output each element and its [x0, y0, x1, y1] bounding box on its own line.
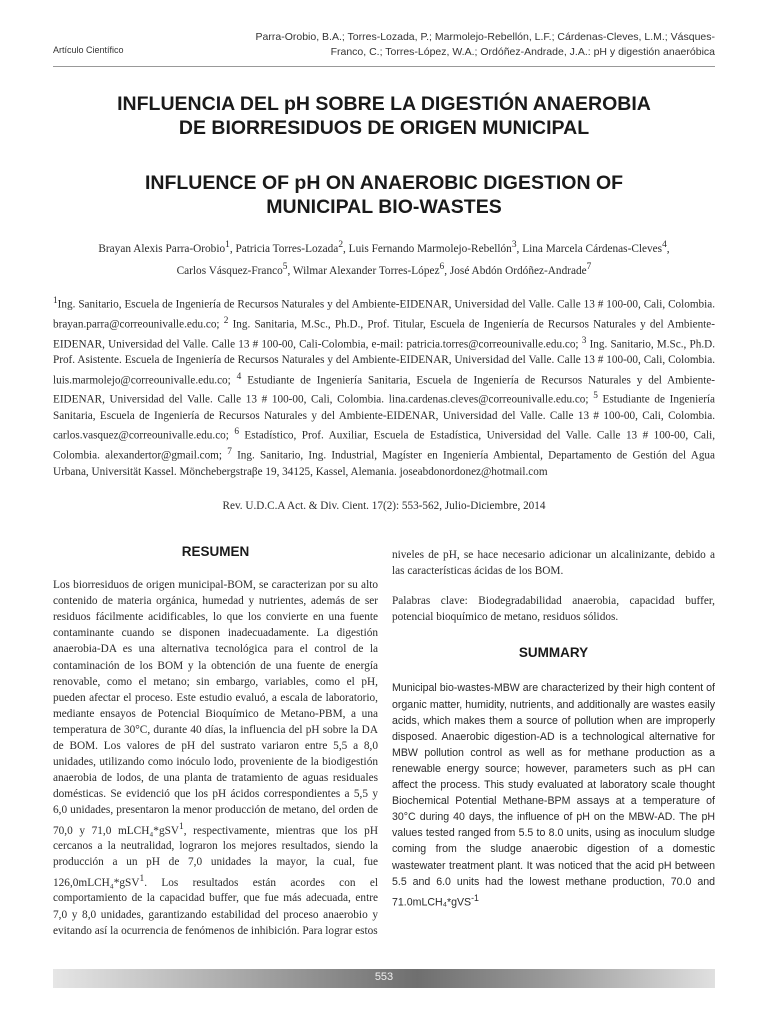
resumen-paragraph: Los biorresiduos de origen municipal-BOM, se caracterizan por su alto contenido de materia orgánica, humedad y nutrientes, además de ser residuos fácilmente acidificables, lo que los convierte en una fuente contaminante cuando se disponen inadecuadamente. La digestión anaerobia-DA es una alternativa tecnológica para el control de la contaminación de los BOM y la obtención de una fuente de energía renovable, como el metano; sin embargo, variables, como el pH, pueden afectar el proceso. Este estudio evaluó, a escala de laboratorio, mediante ensayos de Potencial Bioquímico de Metano-PBM, a una temperatura de 30°C, durante 40 días, la influencia del pH sobre la DA de BOM. Los valores de pH del sustrato variaron entre 5,5 a 8,0 unidades, utilizando como inóculo lodo, proveniente de la biodigestión anaerobia de lodos, de una planta de tratamiento de aguas residuales domésticas. Se evidenció que los pH ácidos correspondientes a 5,5 y 6,0 unidades, presentaron la menor producción de metano, del orden de 70,0 y 71,0 mLCH₄*gSV$^1$, respectivamente, mientras que los pH cercanos a la neutralidad, lograron los mejores resultados, siendo la producción a un pH de 7,0 unidades la mayor, la cual, fue 126,0mLCH₄*gSV$^1$. Los resultados están acordes con el comportamiento de la capacidad buffer, que fue más adecuada, entre 7,0 y 8,0 unidades, garantizando estabilidad del proceso anaerobio y evitando así la ocurrencia de fenómenos de inhibición. Para lograr estos [53, 579, 378, 937]
title-spanish [53, 92, 715, 140]
author: Luis Fernando Marmolejo-Rebellón$^3$, [348, 240, 523, 255]
title-spanish-line-1: INFLUENCIA DEL pH SOBRE LA DIGESTIÓN ANAEROBIA [117, 93, 651, 115]
page-number: 553 [374, 971, 394, 983]
affiliation-mark: 3 [581, 335, 587, 346]
author: Carlos Vásquez-Franco$^5$, [176, 261, 293, 277]
running-head-line-1: Parra-Orobio, B.A.; Torres-Lozada, P.; Marmolejo-Rebellón, L.F.; Cárdenas-Cleves, L.M.; Vásques- [255, 31, 715, 43]
affiliation-mark: 6 [234, 427, 239, 438]
right-column [392, 547, 715, 910]
title-english-line-1: INFLUENCE OF pH ON ANAEROBIC DIGESTION OF [144, 172, 624, 194]
running-head-line-2: Franco, C.; Torres-López, W.A.; Ordóñez-Andrade, J.A.: pH y digestión anaeróbica [330, 46, 715, 58]
affiliation-mark: 5 [593, 391, 598, 402]
author: Patricia Torres-Lozada$^2$, [235, 240, 349, 255]
running-head [195, 30, 715, 60]
header-rule [53, 66, 715, 67]
title-english-line-2: MUNICIPAL BIO-WASTES [266, 196, 502, 218]
keywords-es: Palabras clave: Biodegradabilidad anaerobia, capacidad buffer, potencial bioquímico de metano, residuos sólidos. [392, 595, 715, 624]
resumen-paragraph-continued: niveles de pH, se hace necesario adicionar un alcalinizante, debido a las características ácidas de los BOM. [392, 549, 715, 578]
article-type: Artículo Científico [53, 45, 124, 55]
journal-reference: Rev. U.D.C.A Act. & Div. Cient. 17(2): 553-562, Julio-Diciembre, 2014 [222, 500, 546, 512]
author-list [53, 236, 715, 280]
affiliations [53, 293, 715, 480]
author: Brayan Alexis Parra-Orobio$^1$, [98, 240, 236, 255]
affiliation-text: Ing. Sanitaria, M.Sc., Ph.D., Prof. Titular, Escuela de Ingeniería de Recursos Naturales y del Ambiente-EIDENAR, Universidad del Valle. Calle 13 # 100-00, Cali-Colombia, e-mail: patricia.torres@correounivalle.edu.co; [53, 318, 715, 351]
affiliation-mark: 1 [53, 296, 58, 306]
affiliation-text: Estudiante de Ingeniería Sanitaria, Escuela de Ingeniería de Recursos Naturales y del Ambiente-EIDENAR, Universidad del Valle. Calle 13 # 100-00, Cali, Colombia. carlos.vasquez@correounivalle.edu.co; [53, 394, 715, 443]
affiliation-mark: 4 [236, 371, 242, 382]
affiliation-mark: 2 [223, 315, 229, 326]
author: José Abdón Ordóñez-Andrade$^7$ [449, 261, 592, 277]
title-spanish-line-2: DE BIORRESIDUOS DE ORIGEN MUNICIPAL [178, 117, 590, 139]
affiliation-mark: 7 [227, 447, 232, 458]
summary-heading: SUMMARY [518, 645, 589, 661]
affiliation-text: Estadístico, Prof. Auxiliar, Escuela de Estadística, Universidad del Valle. Calle 13 # 100-00, Cali, Colombia. alexandertor@gmail.com; [53, 430, 715, 462]
resumen-column [53, 544, 378, 939]
affiliation-text: Ing. Sanitario, Ing. Industrial, Magíster en Ingeniería Ambiental, Departamento de Gestión del Agua Urbana, Universität Kassel. Mönchebergstraβe 19, 34125, Kassel, Alemania. joseabdonordonez@hotmail.com [53, 449, 715, 478]
resumen-heading: RESUMEN [181, 544, 250, 559]
affiliation-text: Estudiante de Ingeniería Sanitaria, Escuela de Ingeniería de Recursos Naturales y del Ambiente-EIDENAR, Universidad del Valle. Calle 13 # 100-00, Cali, Colombia. lina.cardenas.cleves@correounivalle.edu.co; [53, 374, 716, 407]
author: Lina Marcela Cárdenas-Cleves$^4$, [522, 240, 670, 255]
summary-paragraph: Municipal bio-wastes-MBW are characterized by their high content of organic matter, humidity, nutrients, and additionally are wastes easily acids, which makes them a source of pollution when are improperly disposed. Anaerobic digestion-AD is a technological alternative for MBW pollution control as well as for methane production as a renewable energy source; however, parameters such as pH can affect the process. This study evaluated at laboratory scale thought Biochemical Potential Methane-BPM assays at a temperature of 30°C during 40 days, the influence of pH on the MBW-AD. The pH values tested ranged from 5.5 to 8.0 units, using as inoculum sludge coming from the sludge anaerobic digestion of a domestic wastewater treatment plant. It was noticed that the acid pH between 5.5 and 6.0 units had the lowest methane production, 70.0 and 71.0mLCH₄*gVS$^{-1}$ [392, 682, 715, 909]
affiliation-text: Ing. Sanitario, Escuela de Ingeniería de Recursos Naturales y del Ambiente-EIDENAR, Universidad del Valle. Calle 13 # 100-00, Cali, Colombia. brayan.parra@correounivalle.edu.co; [53, 298, 715, 331]
title-english [53, 171, 715, 219]
affiliation-text: Ing. Sanitario, M.Sc., Ph.D. Prof. Asistente. Escuela de Ingeniería de Recursos Naturales y del Ambiente-EIDENAR, Universidad del Valle. Calle 13 # 100-00, Cali, Colombia. luis.marmolejo@correounivalle.edu.co; [53, 338, 715, 387]
author: Wilmar Alexander Torres-López$^6$, [292, 261, 450, 277]
